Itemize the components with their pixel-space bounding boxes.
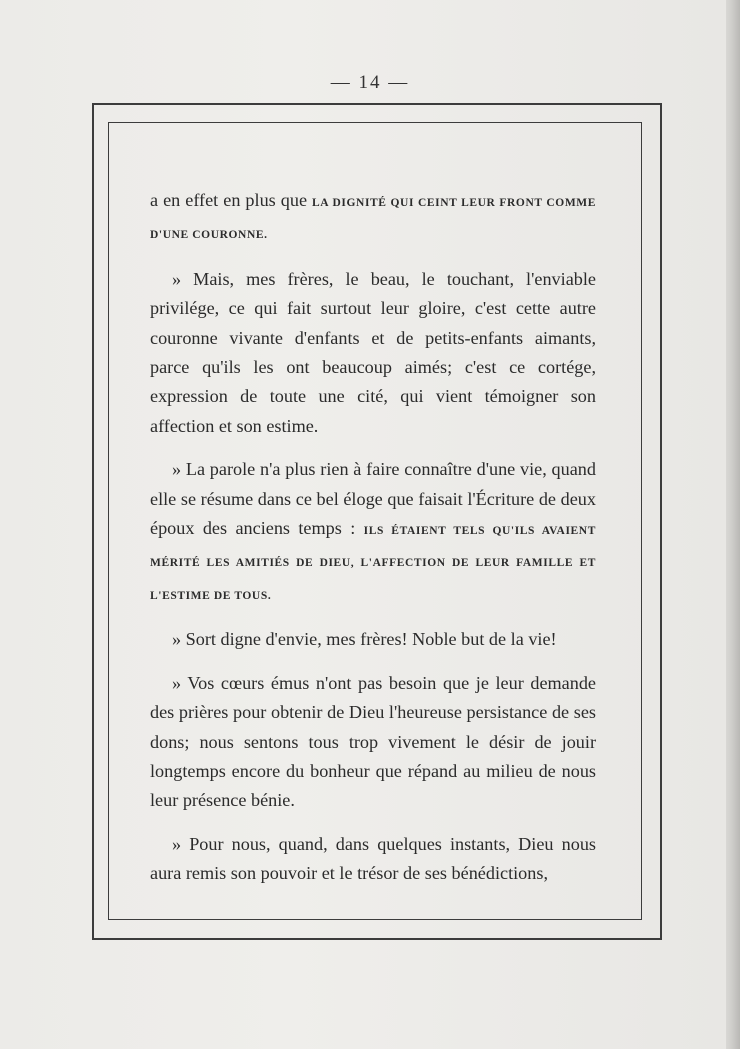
paragraph-1-emphasis: LA DIGNITÉ QUI CEINT LEUR FRONT COMME D'UNE COURONNE. (150, 197, 597, 242)
page-gutter (726, 0, 740, 1049)
paragraph-3 (150, 455, 596, 611)
paragraph-3-text: » La parole n'a plus rien à faire connaître d'une vie, quand elle se résume dans ce bel éloge que faisait l'Écriture de deux époux des anciens temps : (150, 459, 596, 539)
page-number: — 14 — (330, 72, 410, 93)
paragraph-4: » Sort digne d'envie, mes frères! Noble but de la vie! (172, 629, 557, 650)
paragraph-6: » Pour nous, quand, dans quelques instants, Dieu nous aura remis son pouvoir et le trésor de ses bénédictions, (150, 833, 596, 884)
paragraph-3-emphasis: ILS ÉTAIENT TELS QU'ILS AVAIENT MÉRITÉ LES AMITIÉS DE DIEU, L'AFFECTION DE LEUR FAMILLE ET L'ESTIME DE TOUS. (150, 525, 596, 602)
paragraph-1-text: a en effet en plus que (150, 190, 313, 210)
body-text (150, 186, 596, 903)
paragraph-1 (150, 186, 596, 251)
paragraph-5: » Vos cœurs émus n'ont pas besoin que je leur demande des prières pour obtenir de Dieu l'heureuse persistance de ses dons; nous sentons tous trop vivement le désir de jouir longtemps encore du bonheur que répand au milieu de nous leur présence bénie. (150, 672, 596, 811)
paragraph-2: » Mais, mes frères, le beau, le touchant, l'enviable privilége, ce qui fait surtout leur gloire, c'est cette autre couronne vivante d'enfants et de petits-enfants aimants, parce qu'ils les ont beaucoup aimés; c'est ce cortége, expression de toute une cité, qui vient témoigner son affection et son estime. (150, 268, 596, 436)
